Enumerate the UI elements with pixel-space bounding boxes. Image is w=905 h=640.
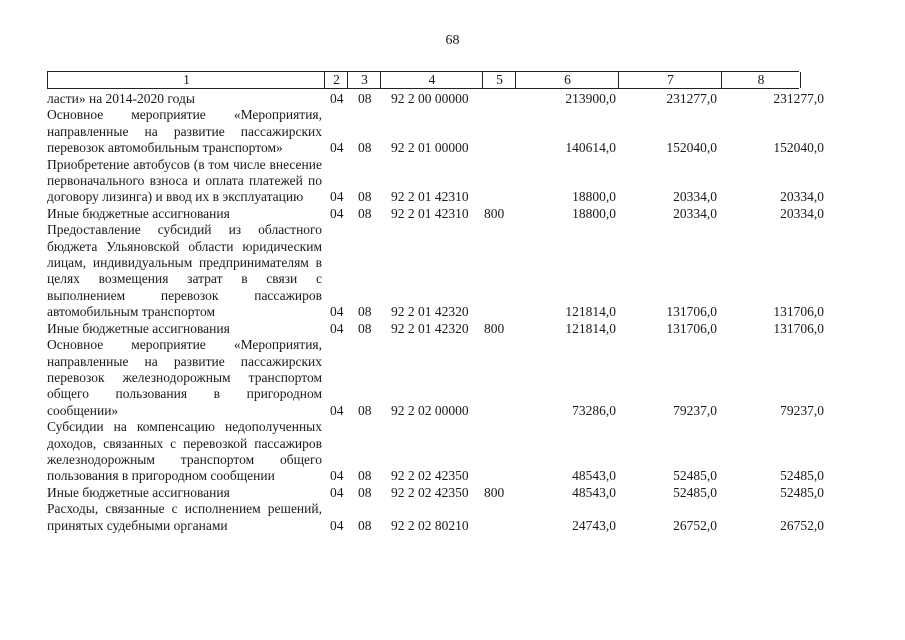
cell-col-4: 92 2 02 42350 <box>391 468 469 484</box>
header-col-4: 4 <box>380 72 483 88</box>
row-description: Субсидии на компенсацию недополученных доходов, связанных с перевозкой пассажиров железнодорожным транспортом общего пользования в пригородном сообщении <box>47 419 322 484</box>
cell-col-8: 131706,0 <box>773 320 824 336</box>
cell-col-6: 213900,0 <box>565 91 616 106</box>
cell-col-2: 04 <box>330 205 344 221</box>
cell-col-3: 08 <box>358 468 372 484</box>
table-row <box>47 107 847 156</box>
row-description: Иные бюджетные ассигнования <box>47 205 230 221</box>
cell-col-4: 92 2 01 42320 <box>391 304 469 320</box>
cell-col-3: 08 <box>358 320 372 336</box>
cell-col-2: 04 <box>330 468 344 484</box>
cell-col-8: 152040,0 <box>773 140 824 156</box>
cell-col-4: 92 2 01 42310 <box>391 189 469 205</box>
table-row <box>47 157 847 206</box>
table-row <box>47 337 847 419</box>
table-row <box>47 222 847 320</box>
cell-col-2: 04 <box>330 320 344 336</box>
cell-col-4: 92 2 00 00000 <box>391 91 469 106</box>
cell-col-4: 92 2 02 00000 <box>391 402 469 418</box>
cell-col-6: 48543,0 <box>572 468 616 484</box>
header-col-6: 6 <box>515 72 619 88</box>
cell-col-6: 140614,0 <box>565 140 616 156</box>
table-row <box>47 501 847 534</box>
cell-col-6: 121814,0 <box>565 304 616 320</box>
cell-col-7: 20334,0 <box>673 205 717 221</box>
row-description: Предоставление субсидий из областного бюджета Ульяновской области юридическим лицам, индивидуальным предпринимателям в целях возмещения затрат в связи с выполнением перевозок пассажиров автомобильным транспортом <box>47 222 322 320</box>
table-row <box>47 206 847 222</box>
cell-col-7: 52485,0 <box>673 484 717 500</box>
cell-col-6: 121814,0 <box>565 320 616 336</box>
cell-col-3: 08 <box>358 91 372 106</box>
header-col-3: 3 <box>347 72 381 88</box>
table-header <box>47 71 799 89</box>
table-body <box>47 91 847 534</box>
cell-col-5: 800 <box>484 320 505 336</box>
cell-col-7: 26752,0 <box>673 517 717 533</box>
row-description: Иные бюджетные ассигнования <box>47 320 230 336</box>
header-col-2: 2 <box>324 72 348 88</box>
cell-col-4: 92 2 01 00000 <box>391 140 469 156</box>
cell-col-4: 92 2 01 42320 <box>391 320 469 336</box>
cell-col-7: 152040,0 <box>666 140 717 156</box>
cell-col-3: 08 <box>358 517 372 533</box>
table-row <box>47 321 847 337</box>
cell-col-2: 04 <box>330 517 344 533</box>
cell-col-6: 18800,0 <box>572 189 616 205</box>
cell-col-7: 79237,0 <box>673 402 717 418</box>
cell-col-4: 92 2 02 42350 <box>391 484 469 500</box>
cell-col-7: 20334,0 <box>673 189 717 205</box>
header-col-8: 8 <box>721 72 801 88</box>
table-row <box>47 485 847 501</box>
cell-col-8: 231277,0 <box>773 91 824 106</box>
cell-col-5: 800 <box>484 484 505 500</box>
cell-col-8: 26752,0 <box>780 517 824 533</box>
cell-col-2: 04 <box>330 304 344 320</box>
cell-col-3: 08 <box>358 402 372 418</box>
cell-col-2: 04 <box>330 140 344 156</box>
cell-col-6: 18800,0 <box>572 205 616 221</box>
cell-col-3: 08 <box>358 140 372 156</box>
cell-col-6: 24743,0 <box>572 517 616 533</box>
cell-col-8: 20334,0 <box>780 189 824 205</box>
row-description: Основное мероприятие «Мероприятия, направленные на развитие пассажирских перевозок автомобильным транспортом» <box>47 107 322 156</box>
row-description: Иные бюджетные ассигнования <box>47 484 230 500</box>
header-col-7: 7 <box>618 72 722 88</box>
cell-col-4: 92 2 02 80210 <box>391 517 469 533</box>
cell-col-3: 08 <box>358 484 372 500</box>
cell-col-4: 92 2 01 42310 <box>391 205 469 221</box>
cell-col-7: 52485,0 <box>673 468 717 484</box>
cell-col-8: 131706,0 <box>773 304 824 320</box>
row-description: ласти» на 2014-2020 годы <box>47 91 195 106</box>
table-row <box>47 419 847 485</box>
cell-col-7: 131706,0 <box>666 320 717 336</box>
cell-col-8: 79237,0 <box>780 402 824 418</box>
cell-col-2: 04 <box>330 402 344 418</box>
cell-col-2: 04 <box>330 91 344 106</box>
cell-col-3: 08 <box>358 205 372 221</box>
cell-col-7: 231277,0 <box>666 91 717 106</box>
cell-col-6: 73286,0 <box>572 402 616 418</box>
row-description: Основное мероприятие «Мероприятия, направленные на развитие пассажирских перевозок железнодорожным транспортом общего пользования в пригородном сообщении» <box>47 337 322 418</box>
cell-col-8: 52485,0 <box>780 468 824 484</box>
header-col-1: 1 <box>47 72 325 88</box>
cell-col-7: 131706,0 <box>666 304 717 320</box>
page-number: 68 <box>445 33 460 48</box>
header-col-5: 5 <box>482 72 516 88</box>
cell-col-8: 52485,0 <box>780 484 824 500</box>
cell-col-8: 20334,0 <box>780 205 824 221</box>
row-description: Приобретение автобусов (в том числе внесение первоначального взноса и оплата платежей по договору лизинга) и ввод их в эксплуатацию <box>47 156 322 205</box>
cell-col-2: 04 <box>330 189 344 205</box>
cell-col-3: 08 <box>358 304 372 320</box>
cell-col-5: 800 <box>484 205 505 221</box>
table-row <box>47 91 847 107</box>
cell-col-3: 08 <box>358 189 372 205</box>
cell-col-6: 48543,0 <box>572 484 616 500</box>
cell-col-2: 04 <box>330 484 344 500</box>
row-description: Расходы, связанные с исполнением решений, принятых судебными органами <box>47 501 322 533</box>
